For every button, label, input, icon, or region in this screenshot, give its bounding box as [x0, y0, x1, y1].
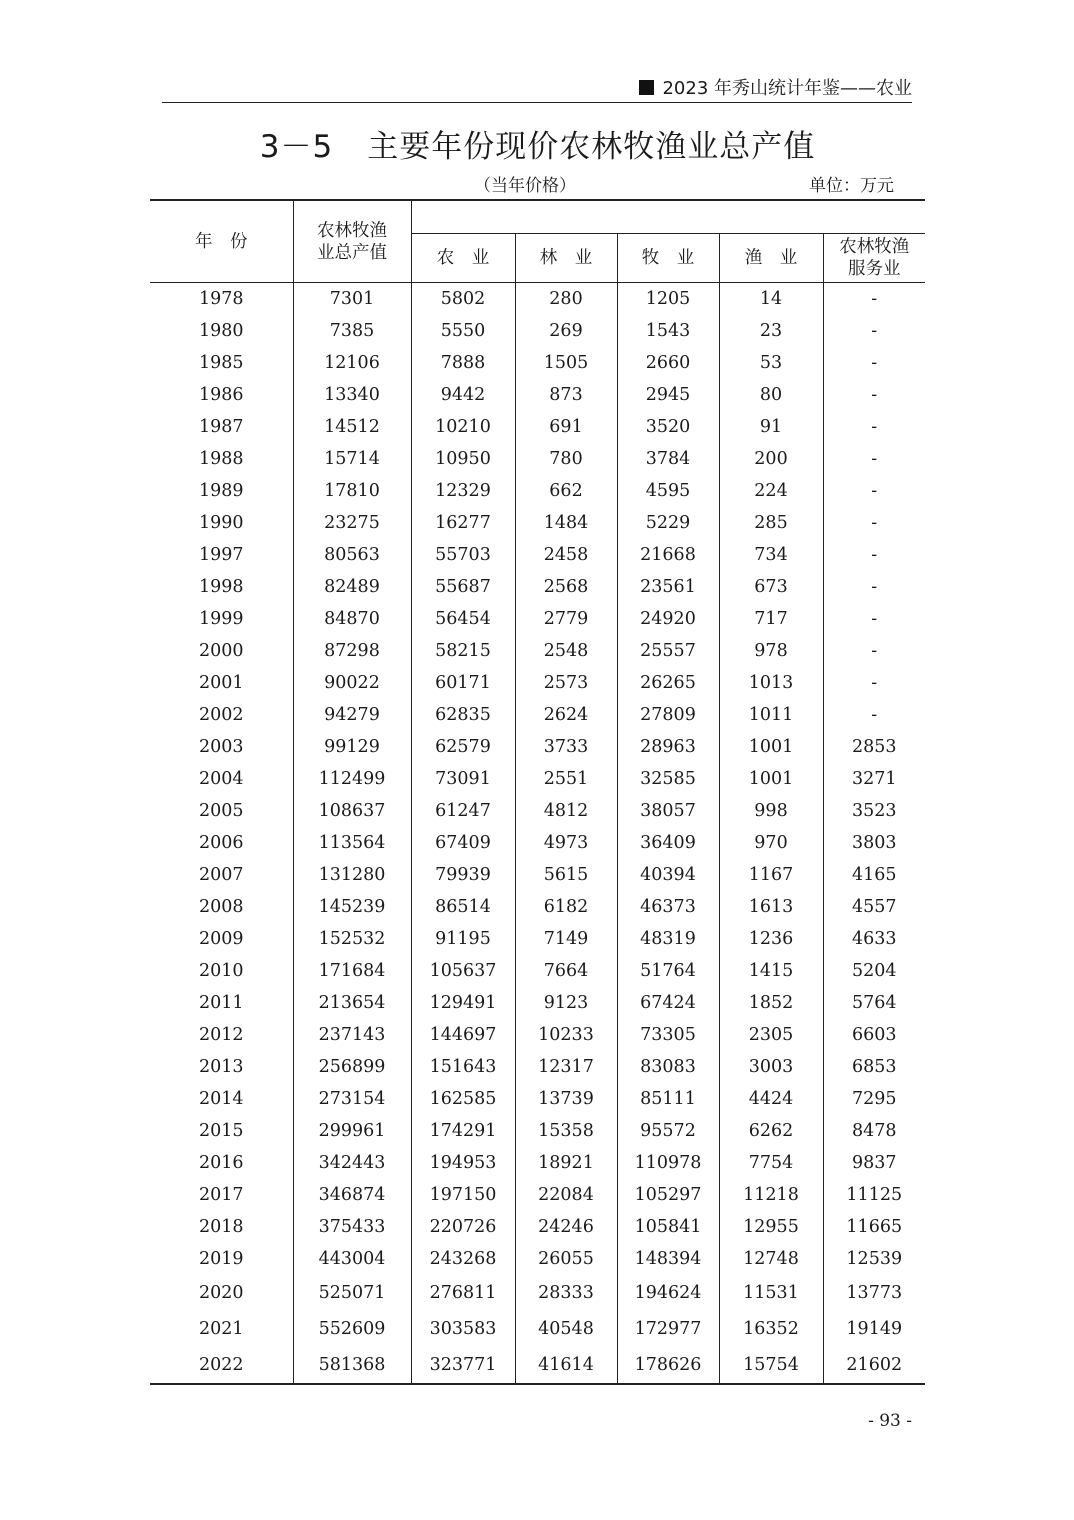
cell-animal-husbandry: 194624: [617, 1275, 719, 1311]
cell-fishery: 285: [719, 507, 823, 539]
cell-forestry: 28333: [515, 1275, 617, 1311]
cell-agriculture: 60171: [411, 667, 515, 699]
table-row: [150, 923, 925, 955]
cell-animal-husbandry: 24920: [617, 603, 719, 635]
cell-agriculture: 16277: [411, 507, 515, 539]
cell-year: 1988: [198, 449, 244, 469]
header-spacer: [411, 200, 925, 234]
table-row: [150, 379, 925, 411]
table-row: [150, 827, 925, 859]
output-value-table: [150, 199, 925, 1385]
cell-agriculture: 10210: [411, 411, 515, 443]
cell-services: 21602: [823, 1347, 925, 1384]
cell-total: 342443: [293, 1147, 411, 1179]
cell-fishery: 6262: [719, 1115, 823, 1147]
table-row: [150, 987, 925, 1019]
cell-services: -: [823, 603, 925, 635]
cell-services: 4165: [823, 859, 925, 891]
cell-agriculture: 9442: [411, 379, 515, 411]
cell-animal-husbandry: 110978: [617, 1147, 719, 1179]
cell-forestry: 2458: [515, 539, 617, 571]
cell-year: 2019: [198, 1249, 244, 1269]
cell-year: 2004: [198, 769, 244, 789]
cell-fishery: 224: [719, 475, 823, 507]
table-row: [150, 539, 925, 571]
cell-animal-husbandry: 1543: [617, 315, 719, 347]
cell-forestry: 13739: [515, 1083, 617, 1115]
cell-services: -: [823, 699, 925, 731]
cell-year: 2005: [198, 801, 244, 821]
cell-total: 113564: [293, 827, 411, 859]
cell-agriculture: 55687: [411, 571, 515, 603]
cell-total: 171684: [293, 955, 411, 987]
table-row: [150, 667, 925, 699]
cell-year: 1998: [198, 577, 244, 597]
cell-animal-husbandry: 105297: [617, 1179, 719, 1211]
cell-forestry: 18921: [515, 1147, 617, 1179]
cell-agriculture: 58215: [411, 635, 515, 667]
cell-fishery: 200: [719, 443, 823, 475]
cell-total: 99129: [293, 731, 411, 763]
cell-fishery: 1415: [719, 955, 823, 987]
table-row: [150, 763, 925, 795]
cell-agriculture: 67409: [411, 827, 515, 859]
cell-fishery: 1236: [719, 923, 823, 955]
cell-services: 5204: [823, 955, 925, 987]
cell-total: 7385: [293, 315, 411, 347]
cell-fishery: 1013: [719, 667, 823, 699]
cell-services: -: [823, 443, 925, 475]
cell-animal-husbandry: 85111: [617, 1083, 719, 1115]
cell-forestry: 24246: [515, 1211, 617, 1243]
table-row: [150, 507, 925, 539]
cell-fishery: 16352: [719, 1311, 823, 1347]
header-agriculture: 农 业: [411, 234, 515, 283]
cell-animal-husbandry: 2945: [617, 379, 719, 411]
cell-animal-husbandry: 5229: [617, 507, 719, 539]
cell-fishery: 2305: [719, 1019, 823, 1051]
table-header: [150, 200, 925, 283]
table-row: [150, 1311, 925, 1347]
table-body: [150, 283, 925, 1385]
cell-forestry: 6182: [515, 891, 617, 923]
cell-animal-husbandry: 73305: [617, 1019, 719, 1051]
cell-year: 2011: [198, 993, 244, 1013]
cell-animal-husbandry: 1205: [617, 283, 719, 316]
cell-year: 2015: [198, 1121, 244, 1141]
cell-forestry: 2548: [515, 635, 617, 667]
table-row: [150, 283, 925, 316]
cell-year: 2021: [198, 1319, 244, 1339]
table-row: [150, 635, 925, 667]
table-row: [150, 859, 925, 891]
cell-year: 2016: [198, 1153, 244, 1173]
table-row: [150, 571, 925, 603]
cell-year: 2012: [198, 1025, 244, 1045]
table-row: [150, 699, 925, 731]
cell-animal-husbandry: 67424: [617, 987, 719, 1019]
table-row: [150, 1115, 925, 1147]
cell-forestry: 10233: [515, 1019, 617, 1051]
header-rule: [162, 102, 912, 103]
cell-agriculture: 62835: [411, 699, 515, 731]
cell-fishery: 4424: [719, 1083, 823, 1115]
cell-services: 3803: [823, 827, 925, 859]
cell-year: 2017: [198, 1185, 244, 1205]
cell-services: 9837: [823, 1147, 925, 1179]
cell-services: -: [823, 379, 925, 411]
cell-agriculture: 79939: [411, 859, 515, 891]
cell-animal-husbandry: 36409: [617, 827, 719, 859]
cell-total: 84870: [293, 603, 411, 635]
cell-agriculture: 243268: [411, 1243, 515, 1275]
cell-forestry: 40548: [515, 1311, 617, 1347]
table-row: [150, 891, 925, 923]
cell-total: 80563: [293, 539, 411, 571]
unit-note: 单位：万元: [809, 176, 894, 196]
cell-year: 1989: [198, 481, 244, 501]
cell-year: 2009: [198, 929, 244, 949]
cell-total: 94279: [293, 699, 411, 731]
cell-services: 19149: [823, 1311, 925, 1347]
cell-total: 13340: [293, 379, 411, 411]
cell-fishery: 3003: [719, 1051, 823, 1083]
table-row: [150, 411, 925, 443]
cell-services: 11125: [823, 1179, 925, 1211]
header-fishery: 渔 业: [719, 234, 823, 283]
page-number: - 93 -: [868, 1411, 912, 1431]
cell-total: 152532: [293, 923, 411, 955]
cell-fishery: 1167: [719, 859, 823, 891]
table-row: [150, 1243, 925, 1275]
cell-fishery: 717: [719, 603, 823, 635]
cell-services: -: [823, 667, 925, 699]
table-row: [150, 603, 925, 635]
cell-fishery: 978: [719, 635, 823, 667]
header-animal-husbandry: 牧 业: [617, 234, 719, 283]
cell-year: 2022: [198, 1355, 244, 1375]
cell-services: -: [823, 475, 925, 507]
cell-year: 2007: [198, 865, 244, 885]
cell-agriculture: 91195: [411, 923, 515, 955]
cell-agriculture: 303583: [411, 1311, 515, 1347]
cell-year: 1985: [198, 353, 244, 373]
square-bullet-icon: [639, 80, 654, 95]
cell-services: 7295: [823, 1083, 925, 1115]
cell-total: 15714: [293, 443, 411, 475]
cell-forestry: 2624: [515, 699, 617, 731]
cell-forestry: 7149: [515, 923, 617, 955]
cell-agriculture: 197150: [411, 1179, 515, 1211]
cell-forestry: 9123: [515, 987, 617, 1019]
cell-services: -: [823, 571, 925, 603]
table-row: [150, 1147, 925, 1179]
cell-forestry: 662: [515, 475, 617, 507]
cell-fishery: 1613: [719, 891, 823, 923]
cell-agriculture: 5550: [411, 315, 515, 347]
table-title: [150, 126, 925, 168]
cell-agriculture: 86514: [411, 891, 515, 923]
table-row: [150, 1275, 925, 1311]
header-services: 农林牧渔 服务业: [823, 234, 925, 283]
cell-services: -: [823, 315, 925, 347]
table-row: [150, 795, 925, 827]
cell-total: 7301: [293, 283, 411, 316]
cell-year: 2006: [198, 833, 244, 853]
cell-animal-husbandry: 105841: [617, 1211, 719, 1243]
cell-total: 443004: [293, 1243, 411, 1275]
cell-total: 17810: [293, 475, 411, 507]
cell-forestry: 280: [515, 283, 617, 316]
cell-forestry: 7664: [515, 955, 617, 987]
cell-services: 3523: [823, 795, 925, 827]
cell-agriculture: 129491: [411, 987, 515, 1019]
cell-year: 1987: [198, 417, 244, 437]
cell-fishery: 1852: [719, 987, 823, 1019]
cell-agriculture: 105637: [411, 955, 515, 987]
cell-total: 145239: [293, 891, 411, 923]
cell-forestry: 873: [515, 379, 617, 411]
cell-forestry: 12317: [515, 1051, 617, 1083]
cell-services: 8478: [823, 1115, 925, 1147]
cell-agriculture: 151643: [411, 1051, 515, 1083]
cell-services: 13773: [823, 1275, 925, 1311]
cell-forestry: 2573: [515, 667, 617, 699]
cell-services: -: [823, 283, 925, 316]
cell-forestry: 22084: [515, 1179, 617, 1211]
cell-fishery: 970: [719, 827, 823, 859]
cell-animal-husbandry: 4595: [617, 475, 719, 507]
cell-fishery: 1001: [719, 731, 823, 763]
cell-animal-husbandry: 178626: [617, 1347, 719, 1384]
cell-services: 6603: [823, 1019, 925, 1051]
cell-total: 552609: [293, 1311, 411, 1347]
cell-year: 2003: [198, 737, 244, 757]
table-row: [150, 1347, 925, 1384]
cell-animal-husbandry: 27809: [617, 699, 719, 731]
cell-services: 11665: [823, 1211, 925, 1243]
cell-agriculture: 12329: [411, 475, 515, 507]
cell-services: 12539: [823, 1243, 925, 1275]
cell-total: 273154: [293, 1083, 411, 1115]
cell-forestry: 26055: [515, 1243, 617, 1275]
cell-agriculture: 55703: [411, 539, 515, 571]
cell-total: 525071: [293, 1275, 411, 1311]
table-row: [150, 1083, 925, 1115]
cell-forestry: 1484: [515, 507, 617, 539]
cell-year: 2001: [198, 673, 244, 693]
cell-year: 1986: [198, 385, 244, 405]
cell-total: 23275: [293, 507, 411, 539]
cell-fishery: 998: [719, 795, 823, 827]
header-year: 年 份: [195, 231, 248, 252]
table-row: [150, 1179, 925, 1211]
cell-fishery: 12955: [719, 1211, 823, 1243]
cell-services: 2853: [823, 731, 925, 763]
cell-animal-husbandry: 172977: [617, 1311, 719, 1347]
cell-services: -: [823, 635, 925, 667]
running-header-text: 2023 年秀山统计年鉴——农业: [662, 78, 912, 99]
cell-fishery: 23: [719, 315, 823, 347]
cell-total: 375433: [293, 1211, 411, 1243]
cell-total: 213654: [293, 987, 411, 1019]
cell-animal-husbandry: 38057: [617, 795, 719, 827]
cell-animal-husbandry: 32585: [617, 763, 719, 795]
cell-year: 2000: [198, 641, 244, 661]
cell-services: 4633: [823, 923, 925, 955]
cell-animal-husbandry: 2660: [617, 347, 719, 379]
cell-total: 12106: [293, 347, 411, 379]
cell-fishery: 7754: [719, 1147, 823, 1179]
cell-agriculture: 144697: [411, 1019, 515, 1051]
table-row: [150, 1051, 925, 1083]
cell-total: 90022: [293, 667, 411, 699]
cell-year: 2002: [198, 705, 244, 725]
cell-fishery: 15754: [719, 1347, 823, 1384]
cell-animal-husbandry: 23561: [617, 571, 719, 603]
cell-agriculture: 323771: [411, 1347, 515, 1384]
cell-animal-husbandry: 51764: [617, 955, 719, 987]
cell-services: 3271: [823, 763, 925, 795]
cell-animal-husbandry: 40394: [617, 859, 719, 891]
cell-services: -: [823, 411, 925, 443]
cell-fishery: 11218: [719, 1179, 823, 1211]
cell-year: 1980: [198, 321, 244, 341]
cell-forestry: 1505: [515, 347, 617, 379]
cell-fishery: 734: [719, 539, 823, 571]
cell-total: 299961: [293, 1115, 411, 1147]
cell-forestry: 691: [515, 411, 617, 443]
cell-forestry: 269: [515, 315, 617, 347]
cell-animal-husbandry: 46373: [617, 891, 719, 923]
table-title-text: 主要年份现价农林牧渔业总产值: [367, 129, 816, 165]
cell-agriculture: 61247: [411, 795, 515, 827]
cell-services: -: [823, 539, 925, 571]
cell-year: 2013: [198, 1057, 244, 1077]
cell-year: 2018: [198, 1217, 244, 1237]
cell-animal-husbandry: 148394: [617, 1243, 719, 1275]
cell-total: 131280: [293, 859, 411, 891]
table-row: [150, 1211, 925, 1243]
cell-total: 256899: [293, 1051, 411, 1083]
cell-animal-husbandry: 26265: [617, 667, 719, 699]
cell-fishery: 11531: [719, 1275, 823, 1311]
cell-agriculture: 56454: [411, 603, 515, 635]
price-note: （当年价格）: [474, 176, 576, 196]
cell-fishery: 1011: [719, 699, 823, 731]
cell-fishery: 80: [719, 379, 823, 411]
cell-agriculture: 162585: [411, 1083, 515, 1115]
cell-services: 6853: [823, 1051, 925, 1083]
cell-fishery: 673: [719, 571, 823, 603]
cell-fishery: 14: [719, 283, 823, 316]
header-forestry: 林 业: [515, 234, 617, 283]
cell-year: 2014: [198, 1089, 244, 1109]
table-row: [150, 347, 925, 379]
cell-year: 1990: [198, 513, 244, 533]
cell-fishery: 1001: [719, 763, 823, 795]
cell-services: -: [823, 507, 925, 539]
cell-animal-husbandry: 25557: [617, 635, 719, 667]
cell-agriculture: 174291: [411, 1115, 515, 1147]
cell-total: 112499: [293, 763, 411, 795]
cell-year: 1978: [198, 289, 244, 309]
cell-forestry: 4973: [515, 827, 617, 859]
table-row: [150, 443, 925, 475]
cell-total: 237143: [293, 1019, 411, 1051]
cell-fishery: 53: [719, 347, 823, 379]
cell-forestry: 3733: [515, 731, 617, 763]
cell-animal-husbandry: 3784: [617, 443, 719, 475]
cell-agriculture: 276811: [411, 1275, 515, 1311]
cell-agriculture: 7888: [411, 347, 515, 379]
table-row: [150, 955, 925, 987]
cell-total: 87298: [293, 635, 411, 667]
cell-forestry: 15358: [515, 1115, 617, 1147]
cell-fishery: 91: [719, 411, 823, 443]
table-row: [150, 475, 925, 507]
cell-total: 346874: [293, 1179, 411, 1211]
cell-forestry: 4812: [515, 795, 617, 827]
cell-agriculture: 220726: [411, 1211, 515, 1243]
table-row: [150, 1019, 925, 1051]
cell-year: 2020: [198, 1283, 244, 1303]
cell-agriculture: 62579: [411, 731, 515, 763]
table-number: 3－5: [259, 129, 334, 165]
cell-forestry: 5615: [515, 859, 617, 891]
cell-total: 581368: [293, 1347, 411, 1384]
cell-forestry: 2779: [515, 603, 617, 635]
cell-animal-husbandry: 28963: [617, 731, 719, 763]
cell-services: -: [823, 347, 925, 379]
cell-animal-husbandry: 3520: [617, 411, 719, 443]
cell-forestry: 780: [515, 443, 617, 475]
cell-animal-husbandry: 95572: [617, 1115, 719, 1147]
table-row: [150, 731, 925, 763]
cell-year: 2010: [198, 961, 244, 981]
cell-forestry: 2568: [515, 571, 617, 603]
cell-animal-husbandry: 83083: [617, 1051, 719, 1083]
cell-agriculture: 5802: [411, 283, 515, 316]
cell-total: 14512: [293, 411, 411, 443]
cell-forestry: 41614: [515, 1347, 617, 1384]
cell-agriculture: 10950: [411, 443, 515, 475]
running-header: [162, 76, 912, 102]
cell-agriculture: 194953: [411, 1147, 515, 1179]
cell-animal-husbandry: 21668: [617, 539, 719, 571]
cell-total: 82489: [293, 571, 411, 603]
header-total: 农林牧渔 业总产值: [293, 200, 411, 283]
cell-agriculture: 73091: [411, 763, 515, 795]
cell-year: 2008: [198, 897, 244, 917]
cell-forestry: 2551: [515, 763, 617, 795]
cell-animal-husbandry: 48319: [617, 923, 719, 955]
cell-total: 108637: [293, 795, 411, 827]
cell-year: 1999: [198, 609, 244, 629]
cell-services: 4557: [823, 891, 925, 923]
table-row: [150, 315, 925, 347]
cell-fishery: 12748: [719, 1243, 823, 1275]
cell-year: 1997: [198, 545, 244, 565]
cell-services: 5764: [823, 987, 925, 1019]
